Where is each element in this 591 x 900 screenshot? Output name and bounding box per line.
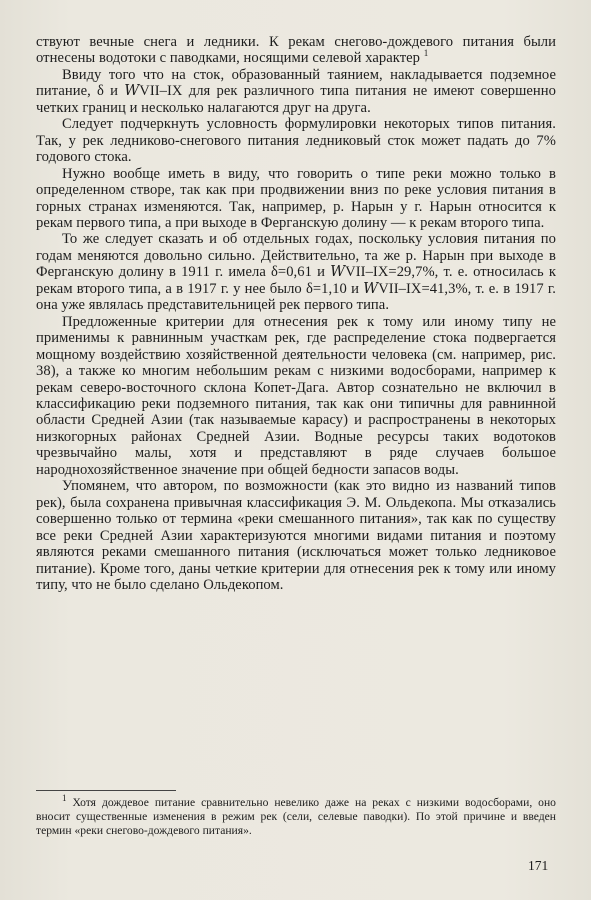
paragraph-5: То же следует сказать и об отдельных годах, поскольку условия питания по годам меняются довольно сильно. Действительно, та же р. Нарын при выходе в Ферганскую долину в 1911 г. имела δ=0,61 и 𝑊VII–IX=29,7%, т. е. относилась к рекам второго типа, а в 1917 г. у нее было δ=1,10 и 𝑊VII–IX=41,3%, т. е. в 1917 г. она уже являлась представительницей рек первого типа.: [36, 231, 556, 314]
footnote-marker: 1: [62, 793, 67, 804]
footnote-paragraph: [36, 793, 556, 839]
paragraph-2: Ввиду того что на сток, образованный таянием, накладывается подземное питание, δ и 𝑊VII–IX для рек различного типа питания не имеют совершенно четких границ и несколько налагаются друг на друга.: [36, 66, 556, 116]
page-number: 171: [528, 858, 549, 873]
body-text: [36, 34, 556, 593]
footnote-divider: [36, 790, 176, 791]
footnote-ref: 1: [423, 48, 429, 59]
footnote-text: Хотя дождевое питание сравнительно невелико даже на реках с низкими водосборами, оно вносит существенные изменения в режим рек (сели, селевые паводки). По этой причине и введен термин «реки снегово-дождевого питания».: [36, 796, 556, 838]
footnote: [36, 793, 556, 839]
paragraph-3: Следует подчеркнуть условность формулировки некоторых типов питания. Так, у рек ледниково-снегового питания ледниковый сток может падать до 7% годового стока.: [36, 116, 556, 166]
paragraph-4: Нужно вообще иметь в виду, что говорить о типе реки можно только в определенном створе, так как при продвижении вниз по реке условия питания в горных странах изменяются. Так, например, р. Нарын у г. Нарын относится к рекам первого типа, а при выходе в Ферганскую долину — к рекам второго типа.: [36, 165, 556, 231]
paragraph-1: [36, 34, 556, 67]
paragraph-6: Предложенные критерии для отнесения рек к тому или иному типу не применимы к равнинным участкам рек, где распределение стока подвергается мощному воздействию хозяйственной деятельности человека (см. например, рис. 38), а также ко многим небольшим рекам с низкими водосборами, например к рекам северо-восточного склона Копет-Дага. Автор сознательно не включил в классификацию реки подземного питания, так как они типичны для равнинной области Средней Азии (так называемые карасу) и распространены в некоторых низкогорных районах Средней Азии. Водные ресурсы таких водотоков чрезвычайно малы, хотя и представляют в ряде случаев большое народнохозяйственное значение при общей бедности запасов воды.: [36, 313, 556, 478]
paragraph-7: Упомянем, что автором, по возможности (как это видно из названий типов рек), была сохранена привычная классификация Э. М. Ольдекопа. Мы отказались совершенно только от термина «реки смешанного питания», так как по существу все реки Средней Азии характеризуются многими видами питания и поэтому являются реками смешанного питания (исключаться может только ледниковое питание). Кроме того, даны четкие критерии для отнесения рек к тому или иному типу, что не было сделано Ольдекопом.: [36, 478, 556, 593]
paragraph-1-text: ствуют вечные снега и ледники. К рекам снегово-дождевого питания были отнесены водотоки с паводками, носящими селевой характер: [36, 34, 556, 67]
